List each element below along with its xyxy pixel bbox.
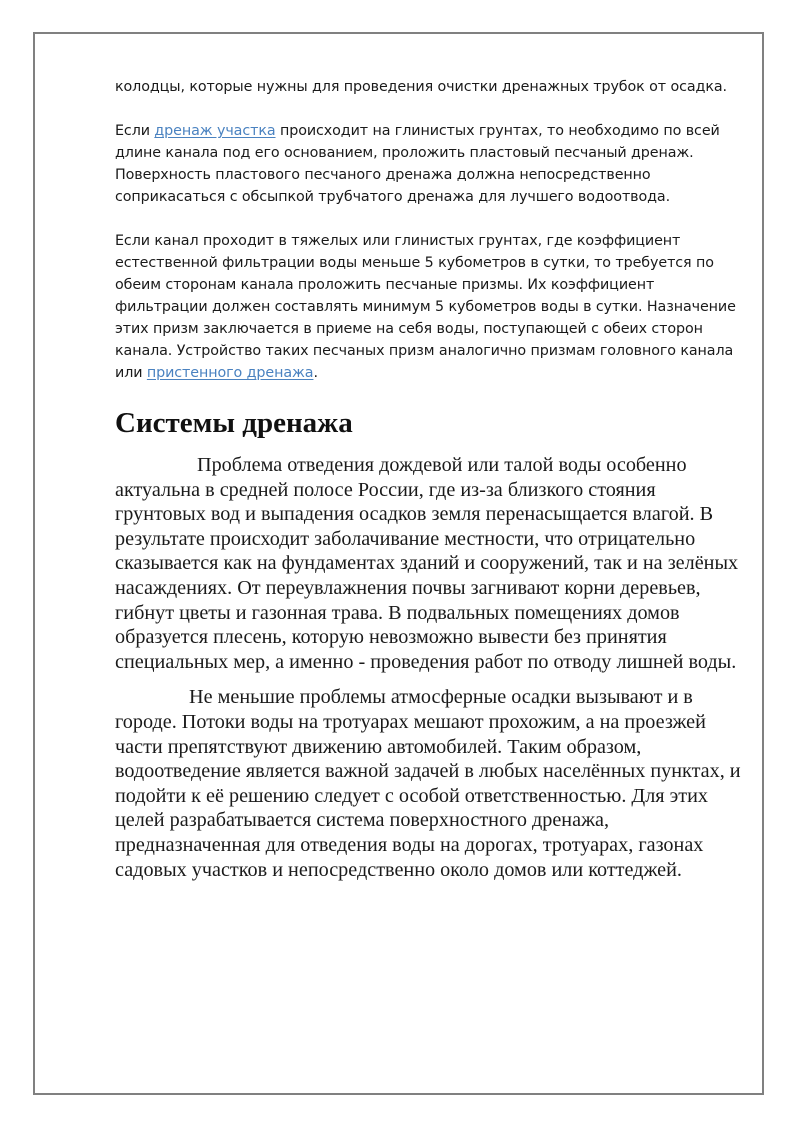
paragraph-city-problems: Не меньшие проблемы атмосферные осадки вызывают и в городе. Потоки воды на тротуарах мешают прохожим, а на проезжей части препятствуют движению автомобилей. Таким образом, водоотведение является важной задачей в любых населённых пунктах, и подойти к её решению следует с особой ответственностью. Для этих целей разрабатывается система поверхностного дренажа, предназначенная для отведения воды на дорогах, тротуарах, газонах садовых участков и непосредственно около домов или коттеджей. [115,686,741,881]
paragraph-text: колодцы, которые нужны для проведения очистки дренажных трубок от осадка. [115,79,727,95]
paragraph-sand-prisms [115,230,745,384]
paragraph-text: . [313,365,318,381]
paragraph-rain-water-problem: Проблема отведения дождевой или талой воды особенно актуальна в средней полосе России, где из-за близкого стояния грунтовых вод и выпадения осадков земля перенасыщается влагой. В результате происходит заболачивание местности, что отрицательно сказывается как на фундаментах зданий и сооружений, так и на зелёных насаждениях. От переувлажнения почвы загнивают корни деревьев, гибнут цветы и газонная трава. В подвальных помещениях домов образуется плесень, которую невозможно вывести без принятия специальных мер, а именно - проведения работ по отводу лишней воды. [115,454,739,673]
paragraph-wells [115,76,745,98]
document-body [115,76,745,893]
paragraph-text: происходит на глинистых грунтах, то необходимо по всей длине канала под его основанием, проложить пластовый песчаный дренаж. Поверхность пластового песчаного дренажа должна непосредственно соприкасаться с обсыпкой трубчатого дренажа для лучшего водоотвода. [115,123,720,205]
link-wall-drainage[interactable]: пристенного дренажа [146,365,314,381]
section-heading: Системы дренажа [115,407,353,439]
link-site-drainage[interactable]: дренаж участка [154,123,276,139]
paragraph-text: Если канал проходит в тяжелых или глинистых грунтах, где коэффициент естественной фильтрации воды меньше 5 кубометров в сутки, то требуется по обеим сторонам канала проложить песчаные призмы. Их коэффициент фильтрации должен составлять минимум 5 кубометров воды в сутки. Назначение этих призм заключается в приеме на себя воды, поступающей с обеих сторон канала. Устройство таких песчаных призм аналогично призмам головного канала или [115,233,736,381]
paragraph-clay-soils [115,120,745,208]
paragraph-text: Если [115,123,155,139]
